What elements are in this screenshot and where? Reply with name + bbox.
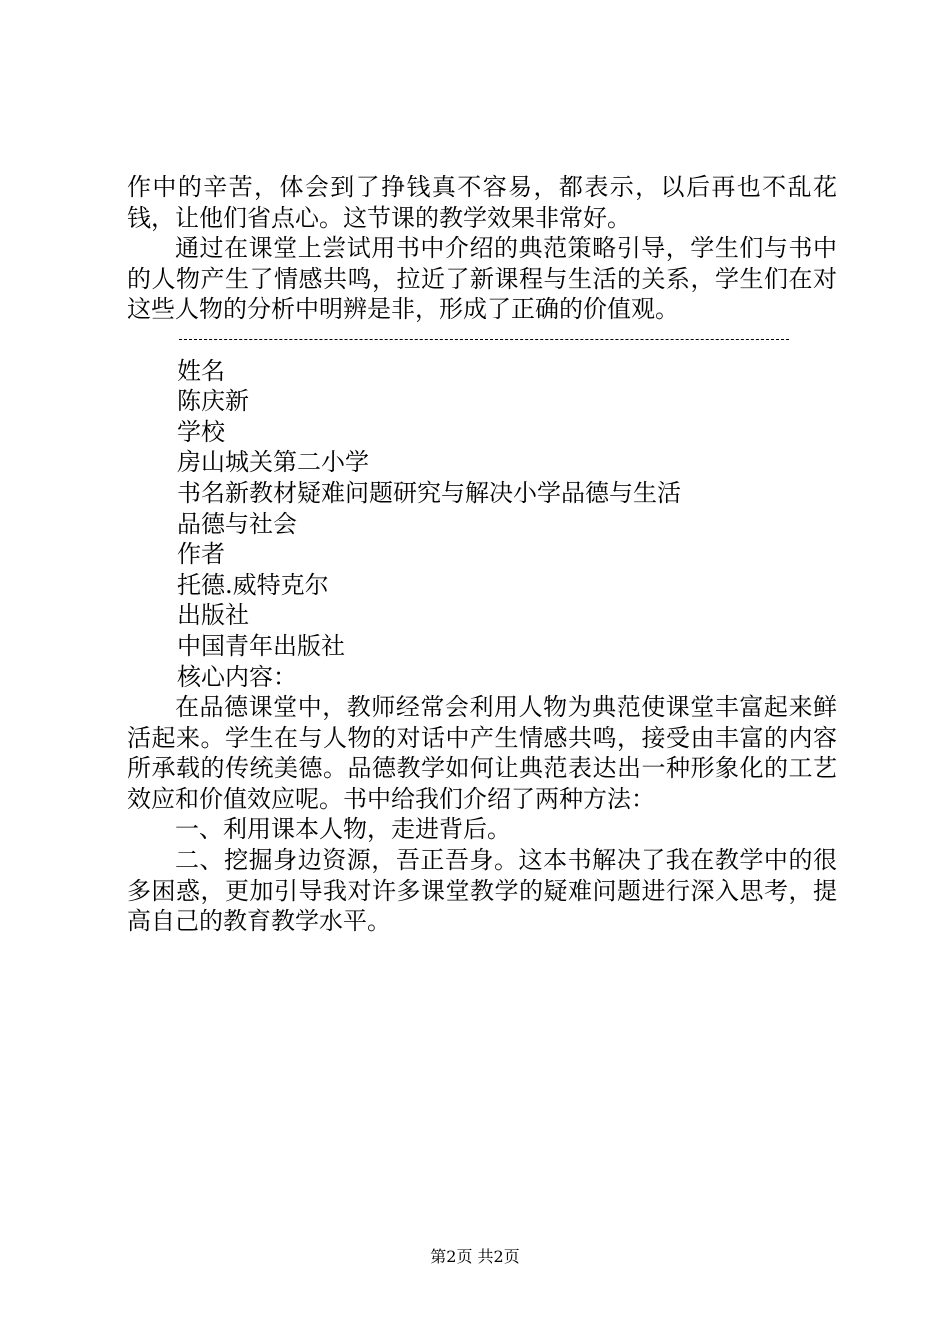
field-label-publisher: 出版社 <box>177 601 249 630</box>
summary-paragraph: 通过在课堂上尝试用书中介绍的典范策略引导，学生们与书中的人物产生了情感共鸣，拉近了新课程与生活的关系，学生们在对这些人物的分析中明辨是非，形成了正确的价值观。 <box>127 234 837 324</box>
core-paragraph-3: 二、挖掘身边资源，吾正吾身。这本书解决了我在教学中的很多困惑，更加引导我对许多课堂教学的疑难问题进行深入思考，提高自己的教育教学水平。 <box>127 846 837 936</box>
core-paragraph-1: 在品德课堂中，教师经常会利用人物为典范使课堂丰富起来鲜活起来。学生在与人物的对话中产生情感共鸣，接受由丰富的内容所承载的传统美德。品德教学如何让典范表达出一种形象化的工艺效应和价值效应呢。书中给我们介绍了两种方法： <box>127 693 837 813</box>
field-value-author: 托德.威特克尔 <box>177 570 329 599</box>
intro-paragraph: 作中的辛苦，体会到了挣钱真不容易，都表示，以后再也不乱花钱，让他们省点心。这节课的教学效果非常好。 <box>127 173 837 232</box>
field-book-title: 书名新教材疑难问题研究与解决小学品德与生活 <box>177 478 681 507</box>
field-book-title-cont: 品德与社会 <box>177 509 297 538</box>
field-label-core-content: 核心内容： <box>177 662 297 691</box>
core-paragraph-2: 一、利用课本人物，走进背后。 <box>175 815 511 844</box>
field-label-author: 作者 <box>177 540 225 569</box>
field-label-name: 姓名 <box>177 356 225 385</box>
separator-line <box>127 325 837 356</box>
page-number: 第2页 共2页 <box>430 1247 520 1266</box>
field-label-school: 学校 <box>177 417 225 446</box>
dashed-rule <box>179 339 789 340</box>
field-value-school: 房山城关第二小学 <box>177 448 369 477</box>
page-footer <box>0 1244 950 1267</box>
document-body <box>127 172 837 937</box>
field-value-publisher: 中国青年出版社 <box>177 631 345 660</box>
field-value-name: 陈庆新 <box>177 387 249 416</box>
